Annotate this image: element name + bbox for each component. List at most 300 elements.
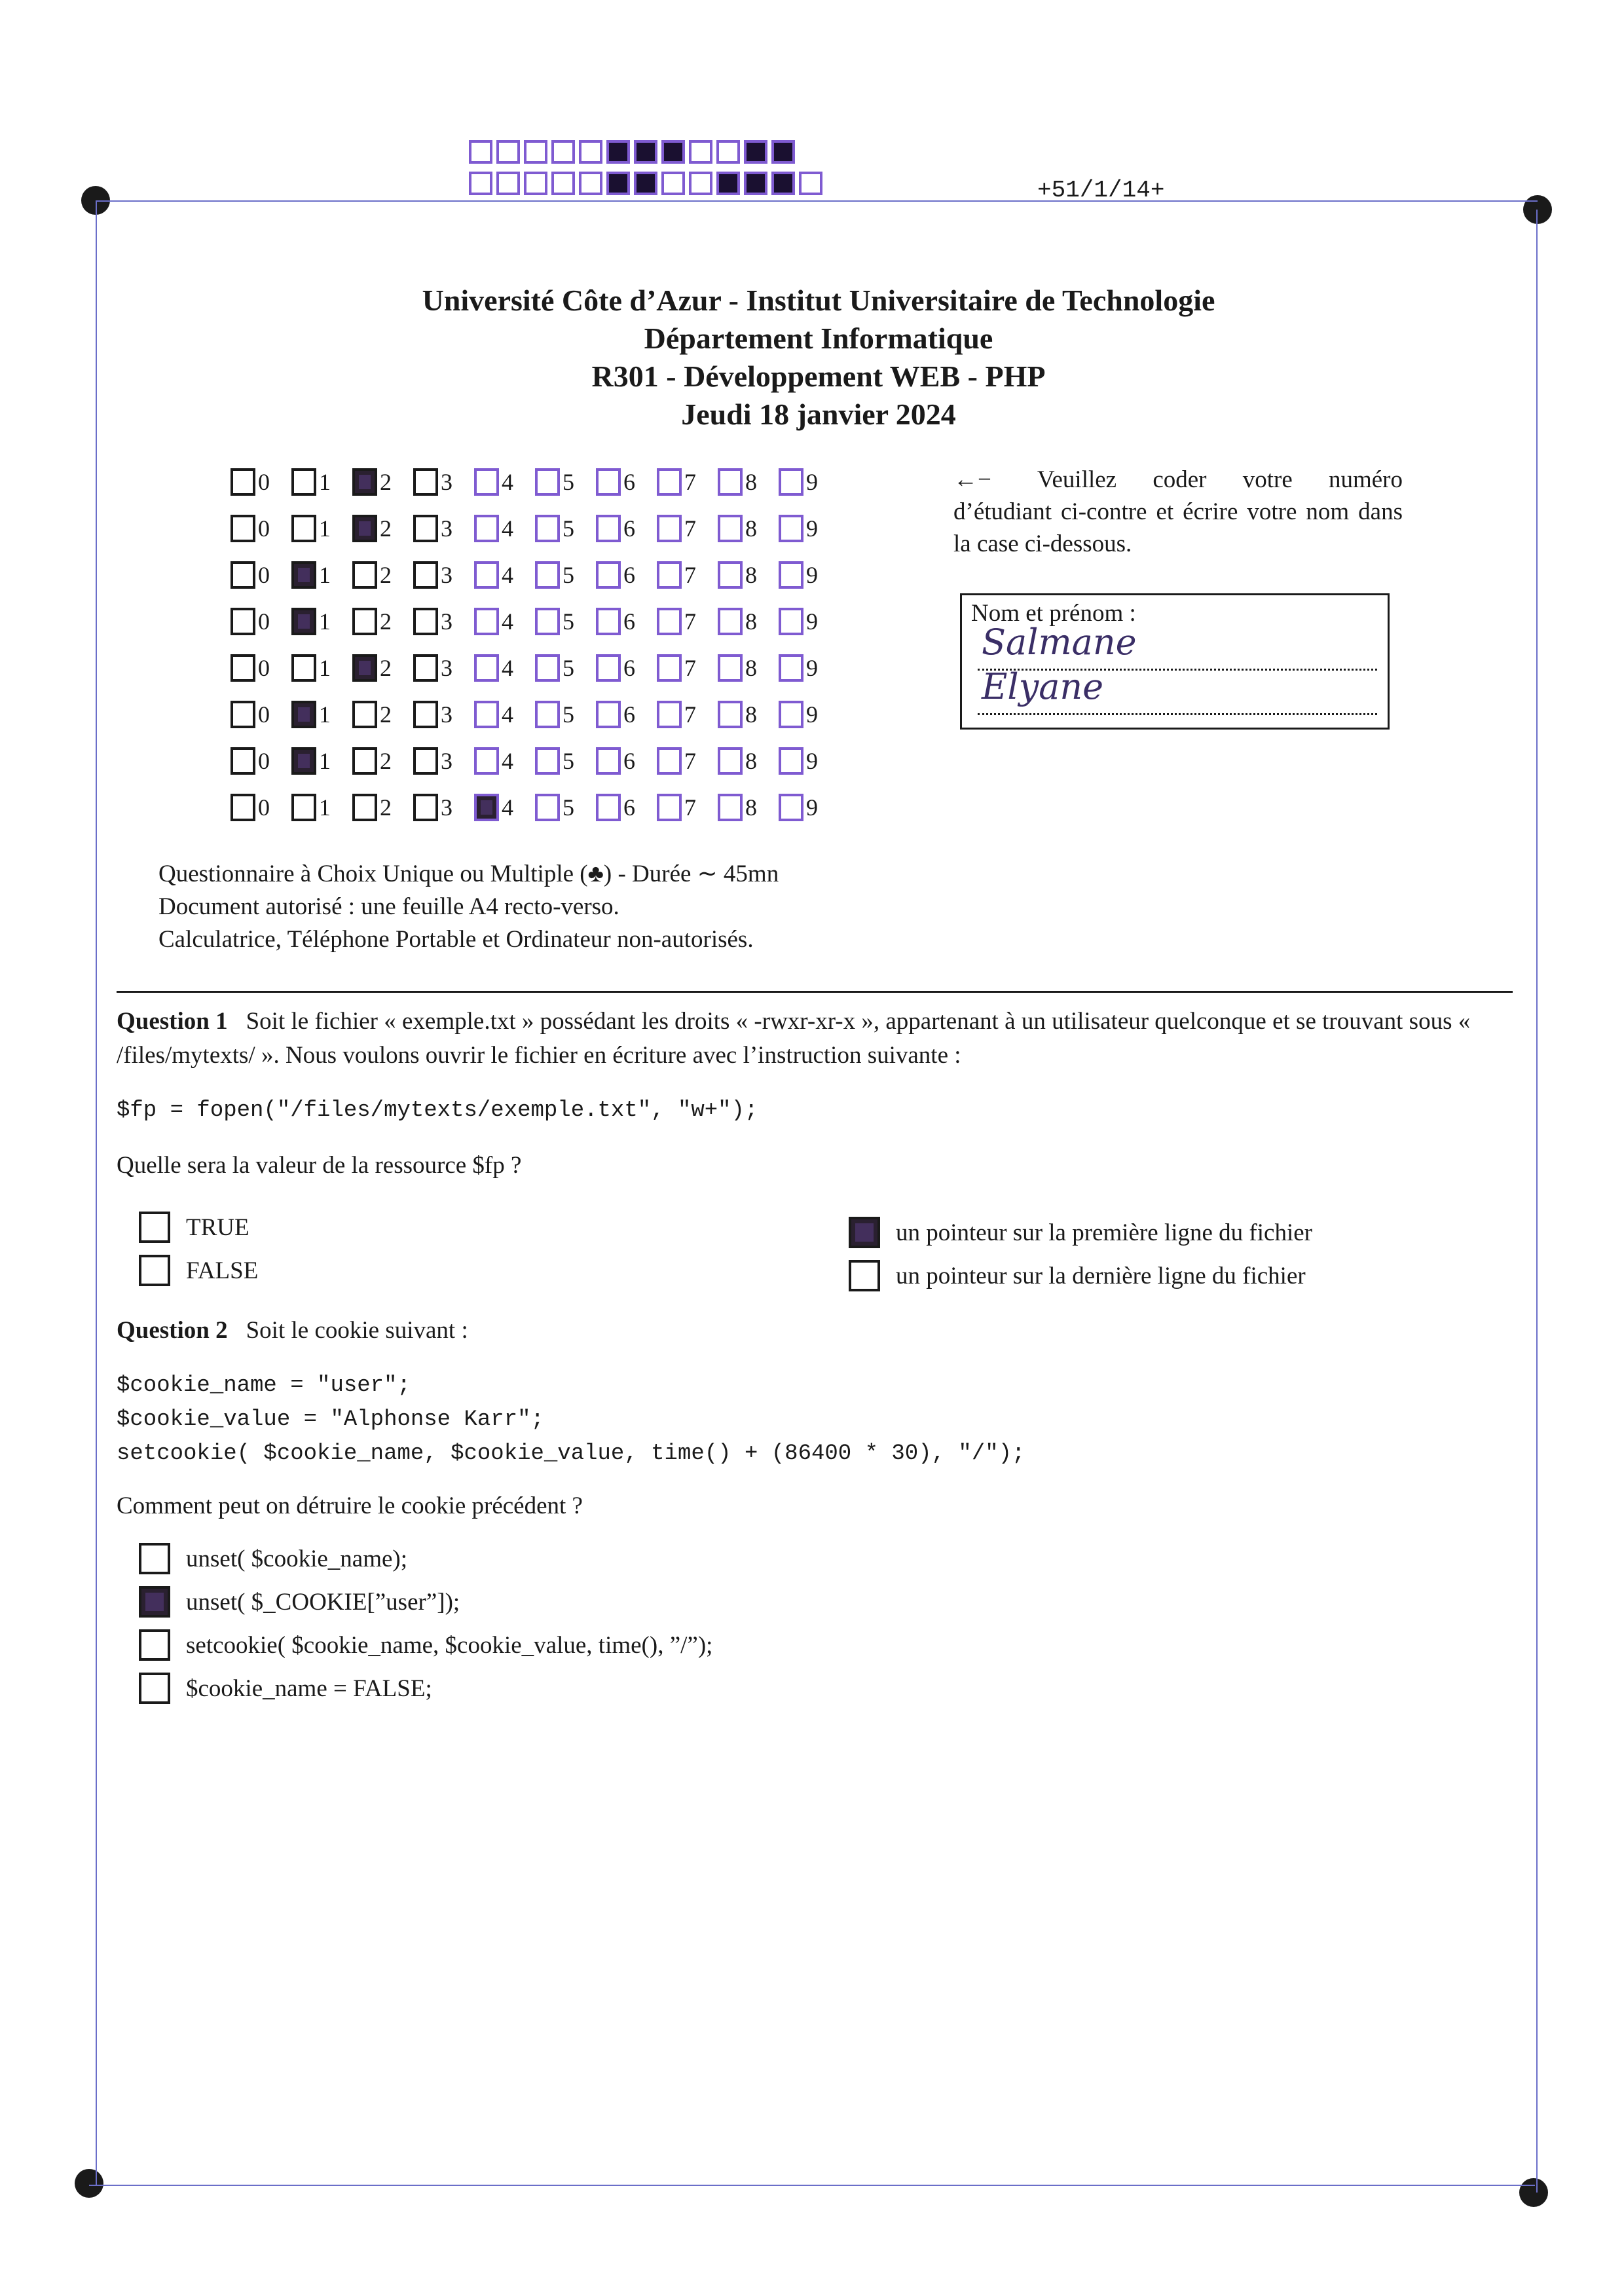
student-id-cell[interactable]: [352, 747, 413, 775]
student-id-checkbox[interactable]: [657, 794, 682, 821]
student-id-checkbox[interactable]: [779, 515, 803, 542]
student-id-cell[interactable]: [779, 794, 840, 821]
student-id-checkbox[interactable]: [474, 468, 499, 496]
barcode-cell: [661, 172, 685, 195]
exam-info: [158, 858, 779, 956]
left-arrow-icon: ←−: [953, 466, 991, 493]
student-id-checkbox[interactable]: [596, 701, 621, 728]
student-id-row: [231, 784, 840, 830]
student-id-checkbox[interactable]: [231, 701, 255, 728]
exam-header: [196, 282, 1441, 434]
student-id-digit-label: 4: [502, 608, 513, 635]
q1-option-false[interactable]: [139, 1255, 258, 1286]
student-id-digit-label: 2: [380, 747, 392, 774]
student-id-digit-label: 6: [623, 608, 635, 635]
barcode-cell: [661, 140, 685, 164]
student-id-checkbox[interactable]: [779, 794, 803, 821]
student-id-row: [231, 505, 840, 551]
student-id-checkbox[interactable]: [535, 794, 560, 821]
student-id-digit-label: 2: [380, 701, 392, 728]
student-id-cell[interactable]: [779, 515, 840, 542]
student-id-checkbox[interactable]: [413, 701, 438, 728]
student-id-row: [231, 691, 840, 737]
student-id-digit-label: 9: [806, 608, 818, 635]
student-id-checkbox[interactable]: [291, 608, 316, 635]
exam-info-line-1: Questionnaire à Choix Unique ou Multiple (♣) - Durée ∼ 45mn: [158, 861, 779, 887]
q1-option-first-line[interactable]: [849, 1217, 1312, 1248]
student-id-cell[interactable]: [352, 561, 413, 589]
barcode-cell: [799, 172, 822, 195]
student-id-cell[interactable]: [291, 701, 352, 728]
name-dotted-line-2: [978, 713, 1377, 715]
student-id-cell[interactable]: [596, 468, 657, 496]
student-id-checkbox[interactable]: [596, 515, 621, 542]
q2-title: Question 2: [117, 1317, 228, 1344]
student-id-cell[interactable]: [779, 654, 840, 682]
q2-option-label: unset( $cookie_name);: [186, 1545, 408, 1572]
student-id-checkbox[interactable]: [657, 468, 682, 496]
student-id-digit-label: 1: [319, 701, 331, 728]
student-id-cell[interactable]: [291, 561, 352, 589]
q2-option-false[interactable]: [139, 1673, 432, 1704]
student-id-digit-label: 9: [806, 701, 818, 728]
student-id-checkbox[interactable]: [779, 468, 803, 496]
student-id-digit-label: 2: [380, 608, 392, 635]
student-id-digit-label: 1: [319, 468, 331, 495]
student-id-digit-label: 8: [745, 515, 757, 542]
student-id-cell[interactable]: [718, 561, 779, 589]
student-id-cell[interactable]: [779, 747, 840, 775]
student-id-cell[interactable]: [718, 468, 779, 496]
student-id-checkbox[interactable]: [718, 561, 743, 589]
q2-code-line-2: $cookie_value = "Alphonse Karr";: [117, 1407, 544, 1432]
student-id-digit-label: 6: [623, 468, 635, 495]
q2-checkbox-2[interactable]: [139, 1586, 170, 1618]
q2-option-label: $cookie_name = FALSE;: [186, 1675, 432, 1702]
student-id-cell[interactable]: [352, 654, 413, 682]
student-id-digit-label: 0: [258, 654, 270, 681]
student-id-cell[interactable]: [718, 608, 779, 635]
student-id-cell[interactable]: [474, 747, 535, 775]
student-id-checkbox[interactable]: [657, 515, 682, 542]
corner-marker-top-right: [1523, 195, 1552, 224]
q1-checkbox-first-line[interactable]: [849, 1217, 880, 1248]
student-id-cell[interactable]: [231, 468, 291, 496]
student-id-checkbox[interactable]: [657, 747, 682, 775]
student-id-checkbox[interactable]: [718, 654, 743, 682]
barcode-cell: [469, 172, 492, 195]
student-id-cell[interactable]: [657, 561, 718, 589]
student-id-cell[interactable]: [413, 701, 474, 728]
student-id-cell[interactable]: [596, 515, 657, 542]
barcode-cell: [606, 172, 630, 195]
student-id-cell[interactable]: [657, 654, 718, 682]
student-id-checkbox[interactable]: [352, 747, 377, 775]
student-id-digit-label: 1: [319, 515, 331, 542]
q1-option-true[interactable]: [139, 1212, 249, 1243]
student-id-checkbox[interactable]: [657, 701, 682, 728]
student-id-cell[interactable]: [231, 654, 291, 682]
student-id-row: [231, 644, 840, 691]
q1-statement: [117, 1005, 1511, 1073]
q2-checkbox-3[interactable]: [139, 1629, 170, 1661]
student-id-checkbox[interactable]: [231, 561, 255, 589]
student-id-checkbox[interactable]: [596, 608, 621, 635]
student-id-digit-label: 1: [319, 561, 331, 588]
student-id-cell[interactable]: [474, 701, 535, 728]
header-date: Jeudi 18 janvier 2024: [681, 398, 956, 431]
student-id-checkbox[interactable]: [779, 701, 803, 728]
student-id-cell[interactable]: [657, 794, 718, 821]
student-id-digit-label: 0: [258, 468, 270, 495]
q1-code: $fp = fopen("/files/mytexts/exemple.txt", "w+");: [117, 1098, 758, 1123]
student-id-cell[interactable]: [474, 608, 535, 635]
student-id-digit-label: 6: [623, 654, 635, 681]
student-id-checkbox[interactable]: [413, 654, 438, 682]
student-id-cell[interactable]: [474, 654, 535, 682]
barcode-cell: [689, 140, 712, 164]
name-box[interactable]: [960, 593, 1390, 730]
barcode-row-2: [469, 172, 826, 195]
student-id-checkbox[interactable]: [474, 608, 499, 635]
student-id-checkbox[interactable]: [231, 515, 255, 542]
student-id-digit-label: 8: [745, 701, 757, 728]
student-id-checkbox[interactable]: [596, 468, 621, 496]
student-id-digit-label: 6: [623, 561, 635, 588]
student-id-digit-label: 1: [319, 654, 331, 681]
separator: [117, 991, 1513, 993]
student-id-cell[interactable]: [291, 794, 352, 821]
q2-option-label: setcookie( $cookie_name, $cookie_value, time(), ”/”);: [186, 1631, 713, 1659]
student-id-checkbox[interactable]: [352, 701, 377, 728]
student-id-checkbox[interactable]: [474, 794, 499, 821]
barcode-cell: [771, 140, 795, 164]
student-id-checkbox[interactable]: [352, 608, 377, 635]
student-id-cell[interactable]: [657, 747, 718, 775]
student-id-cell[interactable]: [231, 701, 291, 728]
student-id-digit-label: 2: [380, 654, 392, 681]
student-id-digit-label: 6: [623, 794, 635, 821]
student-id-checkbox[interactable]: [231, 794, 255, 821]
student-id-checkbox[interactable]: [535, 515, 560, 542]
student-id-cell[interactable]: [352, 468, 413, 496]
q2-code-line-1: $cookie_name = "user";: [117, 1373, 411, 1398]
student-id-cell[interactable]: [596, 747, 657, 775]
barcode-cell: [579, 172, 602, 195]
student-id-cell[interactable]: [779, 468, 840, 496]
q2-option-label: unset( $_COOKIE[”user”]);: [186, 1588, 460, 1616]
student-id-digit-label: 5: [563, 794, 574, 821]
student-id-cell[interactable]: [718, 654, 779, 682]
barcode-cell: [551, 172, 575, 195]
student-id-digit-label: 7: [684, 608, 696, 635]
student-id-cell[interactable]: [413, 561, 474, 589]
exam-info-line-2: Document autorisé : une feuille A4 recto-verso.: [158, 893, 619, 920]
q1-option-label: un pointeur sur la dernière ligne du fichier: [896, 1262, 1306, 1289]
id-instructions: [953, 464, 1403, 560]
q2-option-unset-name[interactable]: [139, 1543, 407, 1574]
q2-statement: [117, 1314, 468, 1348]
student-id-digit-label: 7: [684, 654, 696, 681]
student-id-cell[interactable]: [535, 561, 596, 589]
q2-option-setcookie[interactable]: [139, 1629, 712, 1661]
student-id-cell[interactable]: [718, 701, 779, 728]
sheet-id: +51/1/14+: [1037, 177, 1165, 204]
student-id-checkbox[interactable]: [535, 654, 560, 682]
student-id-checkbox[interactable]: [474, 747, 499, 775]
q1-option-last-line[interactable]: [849, 1260, 1306, 1291]
student-id-grid: [231, 458, 840, 830]
student-id-checkbox[interactable]: [596, 561, 621, 589]
student-id-checkbox[interactable]: [657, 561, 682, 589]
student-id-cell[interactable]: [413, 515, 474, 542]
student-id-cell[interactable]: [718, 794, 779, 821]
student-id-cell[interactable]: [535, 794, 596, 821]
student-id-digit-label: 8: [745, 561, 757, 588]
student-id-cell[interactable]: [231, 747, 291, 775]
student-id-checkbox[interactable]: [352, 515, 377, 542]
student-id-cell[interactable]: [657, 468, 718, 496]
student-id-cell[interactable]: [779, 608, 840, 635]
student-id-digit-label: 9: [806, 794, 818, 821]
handwritten-last-name: Elyane: [982, 666, 1104, 707]
student-id-digit-label: 8: [745, 654, 757, 681]
student-id-checkbox[interactable]: [718, 468, 743, 496]
student-id-cell[interactable]: [718, 747, 779, 775]
student-id-checkbox[interactable]: [535, 468, 560, 496]
student-id-cell[interactable]: [291, 468, 352, 496]
student-id-checkbox[interactable]: [231, 654, 255, 682]
name-label: Nom et prénom :: [971, 600, 1136, 627]
barcode-cell: [579, 140, 602, 164]
student-id-digit-label: 8: [745, 608, 757, 635]
student-id-checkbox[interactable]: [413, 747, 438, 775]
student-id-cell[interactable]: [413, 468, 474, 496]
student-id-cell[interactable]: [596, 654, 657, 682]
student-id-cell[interactable]: [291, 747, 352, 775]
q2-checkbox-4[interactable]: [139, 1673, 170, 1704]
q1-title: Question 1: [117, 1008, 228, 1035]
student-id-checkbox[interactable]: [779, 747, 803, 775]
barcode-row-1: [469, 140, 799, 164]
student-id-checkbox[interactable]: [413, 468, 438, 496]
student-id-cell[interactable]: [413, 794, 474, 821]
student-id-digit-label: 9: [806, 515, 818, 542]
student-id-checkbox[interactable]: [657, 608, 682, 635]
student-id-checkbox[interactable]: [779, 608, 803, 635]
student-id-checkbox[interactable]: [596, 747, 621, 775]
student-id-cell[interactable]: [535, 701, 596, 728]
header-course: R301 - Développement WEB - PHP: [591, 360, 1046, 393]
q1-checkbox-false[interactable]: [139, 1255, 170, 1286]
student-id-digit-label: 7: [684, 794, 696, 821]
student-id-cell[interactable]: [779, 701, 840, 728]
student-id-cell[interactable]: [596, 561, 657, 589]
q2-text: Soit le cookie suivant :: [246, 1317, 468, 1344]
student-id-checkbox[interactable]: [413, 794, 438, 821]
student-id-digit-label: 4: [502, 468, 513, 495]
student-id-cell[interactable]: [231, 561, 291, 589]
student-id-row: [231, 737, 840, 784]
student-id-checkbox[interactable]: [291, 747, 316, 775]
student-id-cell[interactable]: [231, 515, 291, 542]
q2-checkbox-1[interactable]: [139, 1543, 170, 1574]
student-id-checkbox[interactable]: [535, 747, 560, 775]
student-id-cell[interactable]: [413, 608, 474, 635]
student-id-checkbox[interactable]: [413, 561, 438, 589]
student-id-cell[interactable]: [718, 515, 779, 542]
barcode-cell: [716, 140, 740, 164]
student-id-checkbox[interactable]: [352, 654, 377, 682]
student-id-checkbox[interactable]: [231, 608, 255, 635]
student-id-cell[interactable]: [657, 701, 718, 728]
student-id-checkbox[interactable]: [474, 515, 499, 542]
student-id-checkbox[interactable]: [718, 701, 743, 728]
student-id-checkbox[interactable]: [352, 794, 377, 821]
student-id-checkbox[interactable]: [413, 608, 438, 635]
student-id-checkbox[interactable]: [231, 747, 255, 775]
student-id-digit-label: 7: [684, 747, 696, 774]
student-id-cell[interactable]: [657, 515, 718, 542]
student-id-checkbox[interactable]: [474, 561, 499, 589]
student-id-cell[interactable]: [231, 608, 291, 635]
frame-bottom-line: [89, 2185, 1535, 2186]
barcode-cell: [551, 140, 575, 164]
barcode-cell: [771, 172, 795, 195]
student-id-cell[interactable]: [596, 701, 657, 728]
exam-info-line-3: Calculatrice, Téléphone Portable et Ordinateur non-autorisés.: [158, 926, 754, 953]
student-id-checkbox[interactable]: [231, 468, 255, 496]
student-id-checkbox[interactable]: [352, 561, 377, 589]
student-id-digit-label: 9: [806, 747, 818, 774]
student-id-checkbox[interactable]: [535, 561, 560, 589]
student-id-checkbox[interactable]: [718, 794, 743, 821]
student-id-cell[interactable]: [596, 794, 657, 821]
student-id-digit-label: 7: [684, 515, 696, 542]
frame-left-line: [96, 200, 97, 2185]
student-id-digit-label: 3: [441, 468, 452, 495]
student-id-checkbox[interactable]: [535, 608, 560, 635]
barcode-cell: [524, 140, 547, 164]
student-id-digit-label: 2: [380, 561, 392, 588]
student-id-digit-label: 4: [502, 654, 513, 681]
student-id-digit-label: 6: [623, 515, 635, 542]
student-id-row: [231, 598, 840, 644]
student-id-checkbox[interactable]: [596, 794, 621, 821]
student-id-digit-label: 5: [563, 701, 574, 728]
student-id-checkbox[interactable]: [718, 515, 743, 542]
student-id-checkbox[interactable]: [718, 608, 743, 635]
student-id-digit-label: 8: [745, 747, 757, 774]
barcode-cell: [634, 172, 657, 195]
student-id-checkbox[interactable]: [474, 654, 499, 682]
student-id-digit-label: 3: [441, 654, 452, 681]
student-id-checkbox[interactable]: [291, 561, 316, 589]
student-id-digit-label: 3: [441, 701, 452, 728]
student-id-digit-label: 0: [258, 515, 270, 542]
student-id-checkbox[interactable]: [291, 515, 316, 542]
student-id-cell[interactable]: [352, 608, 413, 635]
corner-marker-bottom-left: [75, 2169, 103, 2198]
q1-checkbox-last-line[interactable]: [849, 1260, 880, 1291]
student-id-cell[interactable]: [535, 515, 596, 542]
student-id-checkbox[interactable]: [657, 654, 682, 682]
student-id-checkbox[interactable]: [291, 654, 316, 682]
student-id-digit-label: 1: [319, 794, 331, 821]
q2-code-line-3: setcookie( $cookie_name, $cookie_value, time() + (86400 * 30), "/");: [117, 1441, 1025, 1466]
student-id-cell[interactable]: [413, 654, 474, 682]
student-id-cell[interactable]: [352, 515, 413, 542]
student-id-digit-label: 7: [684, 468, 696, 495]
student-id-cell[interactable]: [291, 515, 352, 542]
student-id-cell[interactable]: [596, 608, 657, 635]
student-id-checkbox[interactable]: [718, 747, 743, 775]
student-id-checkbox[interactable]: [413, 515, 438, 542]
student-id-checkbox[interactable]: [779, 654, 803, 682]
student-id-digit-label: 3: [441, 794, 452, 821]
student-id-checkbox[interactable]: [779, 561, 803, 589]
student-id-digit-label: 0: [258, 561, 270, 588]
student-id-digit-label: 4: [502, 561, 513, 588]
q1-checkbox-true[interactable]: [139, 1212, 170, 1243]
student-id-checkbox[interactable]: [352, 468, 377, 496]
student-id-cell[interactable]: [535, 654, 596, 682]
student-id-checkbox[interactable]: [291, 701, 316, 728]
student-id-checkbox[interactable]: [596, 654, 621, 682]
q1-option-label: FALSE: [186, 1257, 259, 1284]
frame-right-line: [1536, 210, 1538, 2193]
student-id-digit-label: 1: [319, 608, 331, 635]
student-id-cell[interactable]: [535, 468, 596, 496]
student-id-digit-label: 0: [258, 701, 270, 728]
student-id-checkbox[interactable]: [291, 468, 316, 496]
student-id-cell[interactable]: [231, 794, 291, 821]
student-id-cell[interactable]: [474, 468, 535, 496]
barcode-cell: [524, 172, 547, 195]
student-id-digit-label: 5: [563, 561, 574, 588]
student-id-checkbox[interactable]: [535, 701, 560, 728]
student-id-checkbox[interactable]: [291, 794, 316, 821]
student-id-cell[interactable]: [474, 561, 535, 589]
student-id-cell[interactable]: [657, 608, 718, 635]
frame-top-line: [96, 200, 1538, 202]
student-id-cell[interactable]: [352, 701, 413, 728]
student-id-cell[interactable]: [474, 515, 535, 542]
student-id-cell[interactable]: [291, 608, 352, 635]
student-id-cell[interactable]: [474, 794, 535, 821]
student-id-digit-label: 9: [806, 561, 818, 588]
student-id-cell[interactable]: [535, 747, 596, 775]
q2-question: Comment peut on détruire le cookie précédent ?: [117, 1492, 583, 1519]
student-id-digit-label: 1: [319, 747, 331, 774]
student-id-cell[interactable]: [413, 747, 474, 775]
student-id-digit-label: 0: [258, 747, 270, 774]
student-id-digit-label: 9: [806, 654, 818, 681]
student-id-cell[interactable]: [535, 608, 596, 635]
student-id-digit-label: 8: [745, 468, 757, 495]
q2-option-unset-cookie[interactable]: [139, 1586, 460, 1618]
student-id-cell[interactable]: [352, 794, 413, 821]
barcode-cell: [606, 140, 630, 164]
student-id-digit-label: 4: [502, 747, 513, 774]
student-id-digit-label: 7: [684, 561, 696, 588]
student-id-digit-label: 8: [745, 794, 757, 821]
q1-text: Soit le fichier « exemple.txt » possédant les droits « -rwxr-xr-x », appartenant à un utilisateur quelconque et se trouvant sous « /files/mytexts/ ». Nous voulons ouvrir le fichier en écriture avec l’instruction suivante :: [117, 1008, 1471, 1069]
student-id-checkbox[interactable]: [474, 701, 499, 728]
student-id-cell[interactable]: [779, 561, 840, 589]
student-id-cell[interactable]: [291, 654, 352, 682]
student-id-digit-label: 3: [441, 515, 452, 542]
